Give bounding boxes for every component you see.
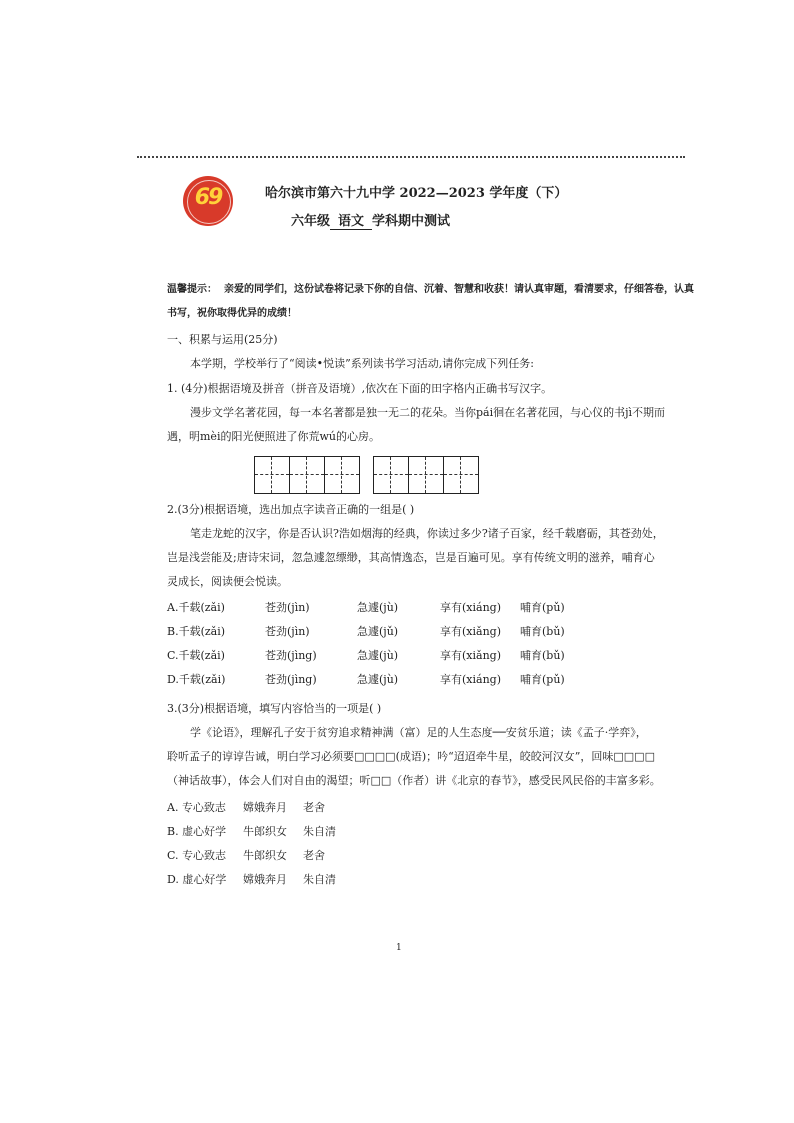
q2-option-b-part: 苍劲(jìn)	[265, 625, 310, 638]
writing-grid-right[interactable]	[373, 456, 479, 494]
q2-option-c-part: 苍劲(jìng)	[265, 649, 317, 662]
q3-option-c-part[interactable]: C. 专心致志	[167, 849, 227, 862]
question-2-text-line: 岂是浅尝能及;唐诗宋词，忽急遽忽缥缈，其高情逸态，岂是百遍可见。享有传统文明的滋养，哺育心	[167, 551, 655, 564]
q2-option-d-part: 苍劲(jìng)	[265, 673, 317, 686]
q2-option-d-part: 哺育(pǔ)	[520, 673, 565, 686]
q2-option-c-part[interactable]: C.千载(zǎi)	[167, 649, 225, 662]
section-intro: 本学期，学校举行了“阅读•悦读”系列读书学习活动,请你完成下列任务:	[190, 357, 534, 370]
question-2-text-line: 灵成长，阅读便会悦读。	[167, 575, 288, 588]
q2-option-a-part: 哺育(pǔ)	[520, 601, 565, 614]
q3-option-a-part: 老舍	[303, 801, 325, 814]
q3-option-d-part: 朱自清	[303, 873, 336, 886]
writing-cell[interactable]	[374, 457, 409, 493]
question-2-text-line: 笔走龙蛇的汉字，你是否认识?浩如烟海的经典，你读过多少?诸子百家，经千载磨砺，其苍劲处，	[190, 527, 664, 540]
q3-option-b-part: 朱自清	[303, 825, 336, 838]
school-title: 哈尔滨市第六十九中学 2022—2023 学年度（下）	[265, 186, 568, 201]
question-1-text-line: 漫步文学名著花园，每一本名著都是独一无二的花朵。当你pái徊在名著花园，与心仪的书jì不期而	[190, 406, 666, 419]
q2-option-a-part[interactable]: A.千载(zǎi)	[167, 601, 225, 614]
q2-option-a-part: 苍劲(jìn)	[265, 601, 310, 614]
question-1-text-line: 遇，明mèi的阳光便照进了你荒wú的心房。	[167, 430, 380, 443]
q2-option-d-part[interactable]: D.千载(zǎi)	[167, 673, 226, 686]
question-2-stem: 2.(3分)根据语境，选出加点字读音正确的一组是( )	[167, 503, 415, 516]
q2-option-b-part: 急遽(jǔ)	[357, 625, 399, 638]
page-number: 1	[396, 943, 402, 953]
question-3-text-line: 学《论语》，理解孔子安于贫穷追求精神满（富）足的人生态度──安贫乐道；读《孟子·学弈》，	[190, 726, 647, 739]
q3-option-a-part[interactable]: A. 专心致志	[167, 801, 226, 814]
q2-option-d-part: 享有(xiáng)	[440, 673, 501, 686]
top-dotted-line	[137, 156, 685, 158]
q2-option-b-part[interactable]: B.千载(zǎi)	[167, 625, 226, 638]
q2-option-a-part: 急遽(jù)	[357, 601, 399, 614]
writing-cell[interactable]	[409, 457, 444, 493]
tips-line-1	[167, 283, 694, 297]
exam-title	[291, 210, 450, 230]
exam-suffix: 学科期中测试	[372, 214, 451, 229]
question-1-stem: 1. (4分)根据语境及拼音（拼音及语境）,依次在下面的田字格内正确书写汉字。	[167, 382, 553, 395]
q3-option-d-part: 嫦娥奔月	[243, 873, 287, 886]
subject-label: 语文	[330, 210, 372, 230]
school-logo	[183, 176, 233, 226]
writing-grid-left[interactable]	[254, 456, 360, 494]
tips-label: 温馨提示：	[167, 284, 217, 295]
q3-option-c-part: 牛郎织女	[243, 849, 287, 862]
tips-text: 亲爱的同学们，这份试卷将记录下你的自信、沉着、智慧和收获！请认真审题，看清要求，仔细答卷，认真	[223, 284, 694, 295]
writing-cell[interactable]	[444, 457, 478, 493]
writing-cell[interactable]	[290, 457, 325, 493]
question-3-stem: 3.(3分)根据语境，填写内容恰当的一项是( )	[167, 702, 382, 715]
q2-option-c-part: 享有(xiǎng)	[440, 649, 501, 662]
section-heading: 一、积累与运用(25分)	[167, 333, 278, 346]
q2-option-d-part: 急遽(jù)	[357, 673, 399, 686]
grade-label: 六年级	[291, 214, 331, 229]
q2-option-a-part: 享有(xiáng)	[440, 601, 501, 614]
q2-option-b-part: 享有(xiǎng)	[440, 625, 501, 638]
q3-option-d-part[interactable]: D. 虚心好学	[167, 873, 227, 886]
tips-line-2: 书写，祝你取得优异的成绩！	[167, 308, 297, 319]
q3-option-a-part: 嫦娥奔月	[243, 801, 287, 814]
q2-option-b-part: 哺育(bǔ)	[520, 625, 565, 638]
writing-cell[interactable]	[255, 457, 290, 493]
q2-option-c-part: 哺育(bǔ)	[520, 649, 565, 662]
q3-option-b-part[interactable]: B. 虚心好学	[167, 825, 227, 838]
q2-option-c-part: 急遽(jù)	[357, 649, 399, 662]
question-3-text-line: 聆听孟子的谆谆告诫，明白学习必须要□□□□(成语)；吟“迢迢牵牛星，皎皎河汉女”，回味□□□□	[167, 750, 655, 763]
q3-option-b-part: 牛郎织女	[243, 825, 287, 838]
writing-cell[interactable]	[325, 457, 359, 493]
question-3-text-line: （神话故事），体会人们对自由的渴望；听□□（作者）讲《北京的春节》，感受民风民俗的丰富多彩。	[167, 774, 661, 787]
logo-number: 69	[194, 185, 222, 210]
q3-option-c-part: 老舍	[303, 849, 325, 862]
